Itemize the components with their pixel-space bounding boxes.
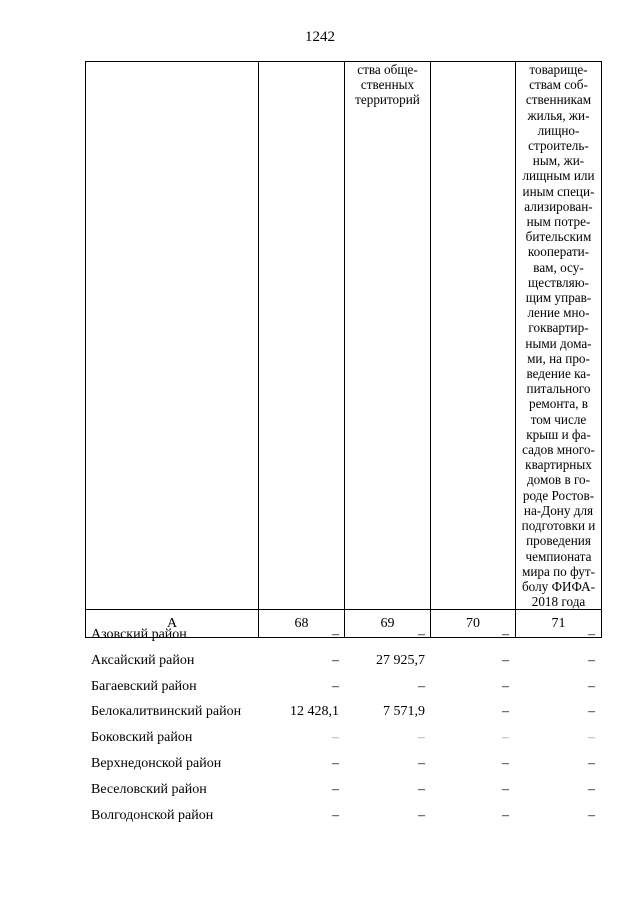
header-line: щим управ- xyxy=(525,290,592,306)
cell-69: – xyxy=(418,678,425,694)
cell-71: – xyxy=(588,627,595,642)
header-line: ным потре- xyxy=(526,214,591,230)
header-line: ремонта, в xyxy=(528,396,589,412)
header-line: чемпионата xyxy=(525,548,592,564)
header-line: вам, осу- xyxy=(533,259,584,275)
row-name: Белокалитвинский район xyxy=(91,704,242,720)
header-line: лищно- xyxy=(537,122,580,138)
column-index-68: 68 xyxy=(259,610,345,638)
cell-68: – xyxy=(332,807,339,823)
cell-70: – xyxy=(502,730,509,746)
row-name: Азовский район xyxy=(91,627,187,642)
header-line: ми, на про- xyxy=(527,350,590,366)
cell-70: – xyxy=(502,652,509,668)
row-name: Верхнедонской район xyxy=(91,755,222,771)
header-line: иным специ- xyxy=(522,183,595,199)
cell-71: – xyxy=(588,652,595,668)
row-name: Аксайский район xyxy=(91,652,195,668)
cell-69: 7 571,9 xyxy=(383,704,425,720)
cell-71: – xyxy=(588,678,595,694)
cell-69: – xyxy=(418,730,425,746)
cell-69: – xyxy=(418,755,425,771)
page-number: 1242 xyxy=(305,29,335,45)
header-cell-69 xyxy=(345,62,431,610)
header-line: питального xyxy=(526,381,591,397)
header-line: ным, жи- xyxy=(532,153,585,169)
header-line: том числе xyxy=(530,411,587,427)
cell-68: – xyxy=(332,755,339,771)
cell-69: – xyxy=(418,627,425,642)
header-line: ными дома- xyxy=(525,335,592,351)
header-line: ства обще- xyxy=(357,62,418,77)
header-line: ственникам xyxy=(525,92,592,108)
table-row xyxy=(85,725,601,751)
header-line: проведения xyxy=(526,533,591,549)
header-line: гоквартир- xyxy=(528,320,589,336)
cell-71: – xyxy=(588,755,595,771)
cell-70: – xyxy=(502,704,509,720)
header-line: жилья, жи- xyxy=(527,107,590,123)
table-row xyxy=(85,751,601,777)
cell-71: – xyxy=(588,704,595,720)
cell-70: – xyxy=(502,755,509,771)
header-line: лищным или xyxy=(522,168,595,184)
header-line: роде Ростов- xyxy=(522,487,595,503)
header-line: ализирован- xyxy=(524,198,593,214)
cell-68: – xyxy=(332,652,339,668)
cell-70: – xyxy=(502,807,509,823)
header-cell-68 xyxy=(259,62,345,610)
header-line: товарище- xyxy=(529,62,588,77)
table-body xyxy=(85,622,601,828)
header-line: ственных xyxy=(360,77,415,93)
header-line: ствам соб- xyxy=(529,77,588,93)
header-line: квартирных xyxy=(525,457,592,473)
table-row xyxy=(85,777,601,803)
header-line: на-Дону для xyxy=(523,502,594,518)
column-index-a: А xyxy=(86,610,259,638)
header-line: подготовки и xyxy=(521,518,596,534)
header-line: ведение ка- xyxy=(526,366,591,382)
row-name: Волгодонской район xyxy=(91,807,214,823)
cell-70: – xyxy=(502,627,509,642)
header-line: болу ФИФА- xyxy=(521,578,596,594)
column-index-69: 69 xyxy=(345,610,431,638)
cell-68: – xyxy=(332,730,339,746)
cell-68: – xyxy=(332,781,339,797)
header-line: 2018 года xyxy=(531,594,586,610)
table-row xyxy=(85,622,601,648)
header-line: ществляю- xyxy=(528,274,589,290)
row-name: Багаевский район xyxy=(91,678,197,694)
header-line: строитель- xyxy=(528,138,589,154)
table-row xyxy=(85,699,601,725)
header-cell-a xyxy=(86,62,259,610)
header-line: территорий xyxy=(355,92,420,108)
row-name: Веселовский район xyxy=(91,781,207,797)
header-cell-71 xyxy=(516,62,602,610)
header-line: садов много- xyxy=(522,442,595,458)
cell-71: – xyxy=(588,781,595,797)
cell-69: – xyxy=(418,781,425,797)
cell-68: – xyxy=(332,627,339,642)
table-row xyxy=(85,648,601,674)
cell-69: 27 925,7 xyxy=(376,652,425,668)
cell-70: – xyxy=(502,781,509,797)
header-line: домов в го- xyxy=(526,472,591,488)
header-line: мира по фут- xyxy=(521,563,596,579)
cell-71: – xyxy=(588,730,595,746)
header-cell-70 xyxy=(431,62,516,610)
cell-68: 12 428,1 xyxy=(290,704,339,720)
column-index-71: 71 xyxy=(516,610,602,638)
column-index-70: 70 xyxy=(431,610,516,638)
cell-68: – xyxy=(332,678,339,694)
table-row xyxy=(85,803,601,829)
cell-70: – xyxy=(502,678,509,694)
cell-71: – xyxy=(588,807,595,823)
table-row xyxy=(85,674,601,700)
cell-69: – xyxy=(418,807,425,823)
header-line: бительским xyxy=(525,229,592,245)
row-name: Боковский район xyxy=(91,730,193,746)
header-line: крыш и фа- xyxy=(526,426,591,442)
header-line: ление мно- xyxy=(527,305,590,321)
table-header xyxy=(85,61,602,638)
header-line: кооперати- xyxy=(527,244,590,260)
